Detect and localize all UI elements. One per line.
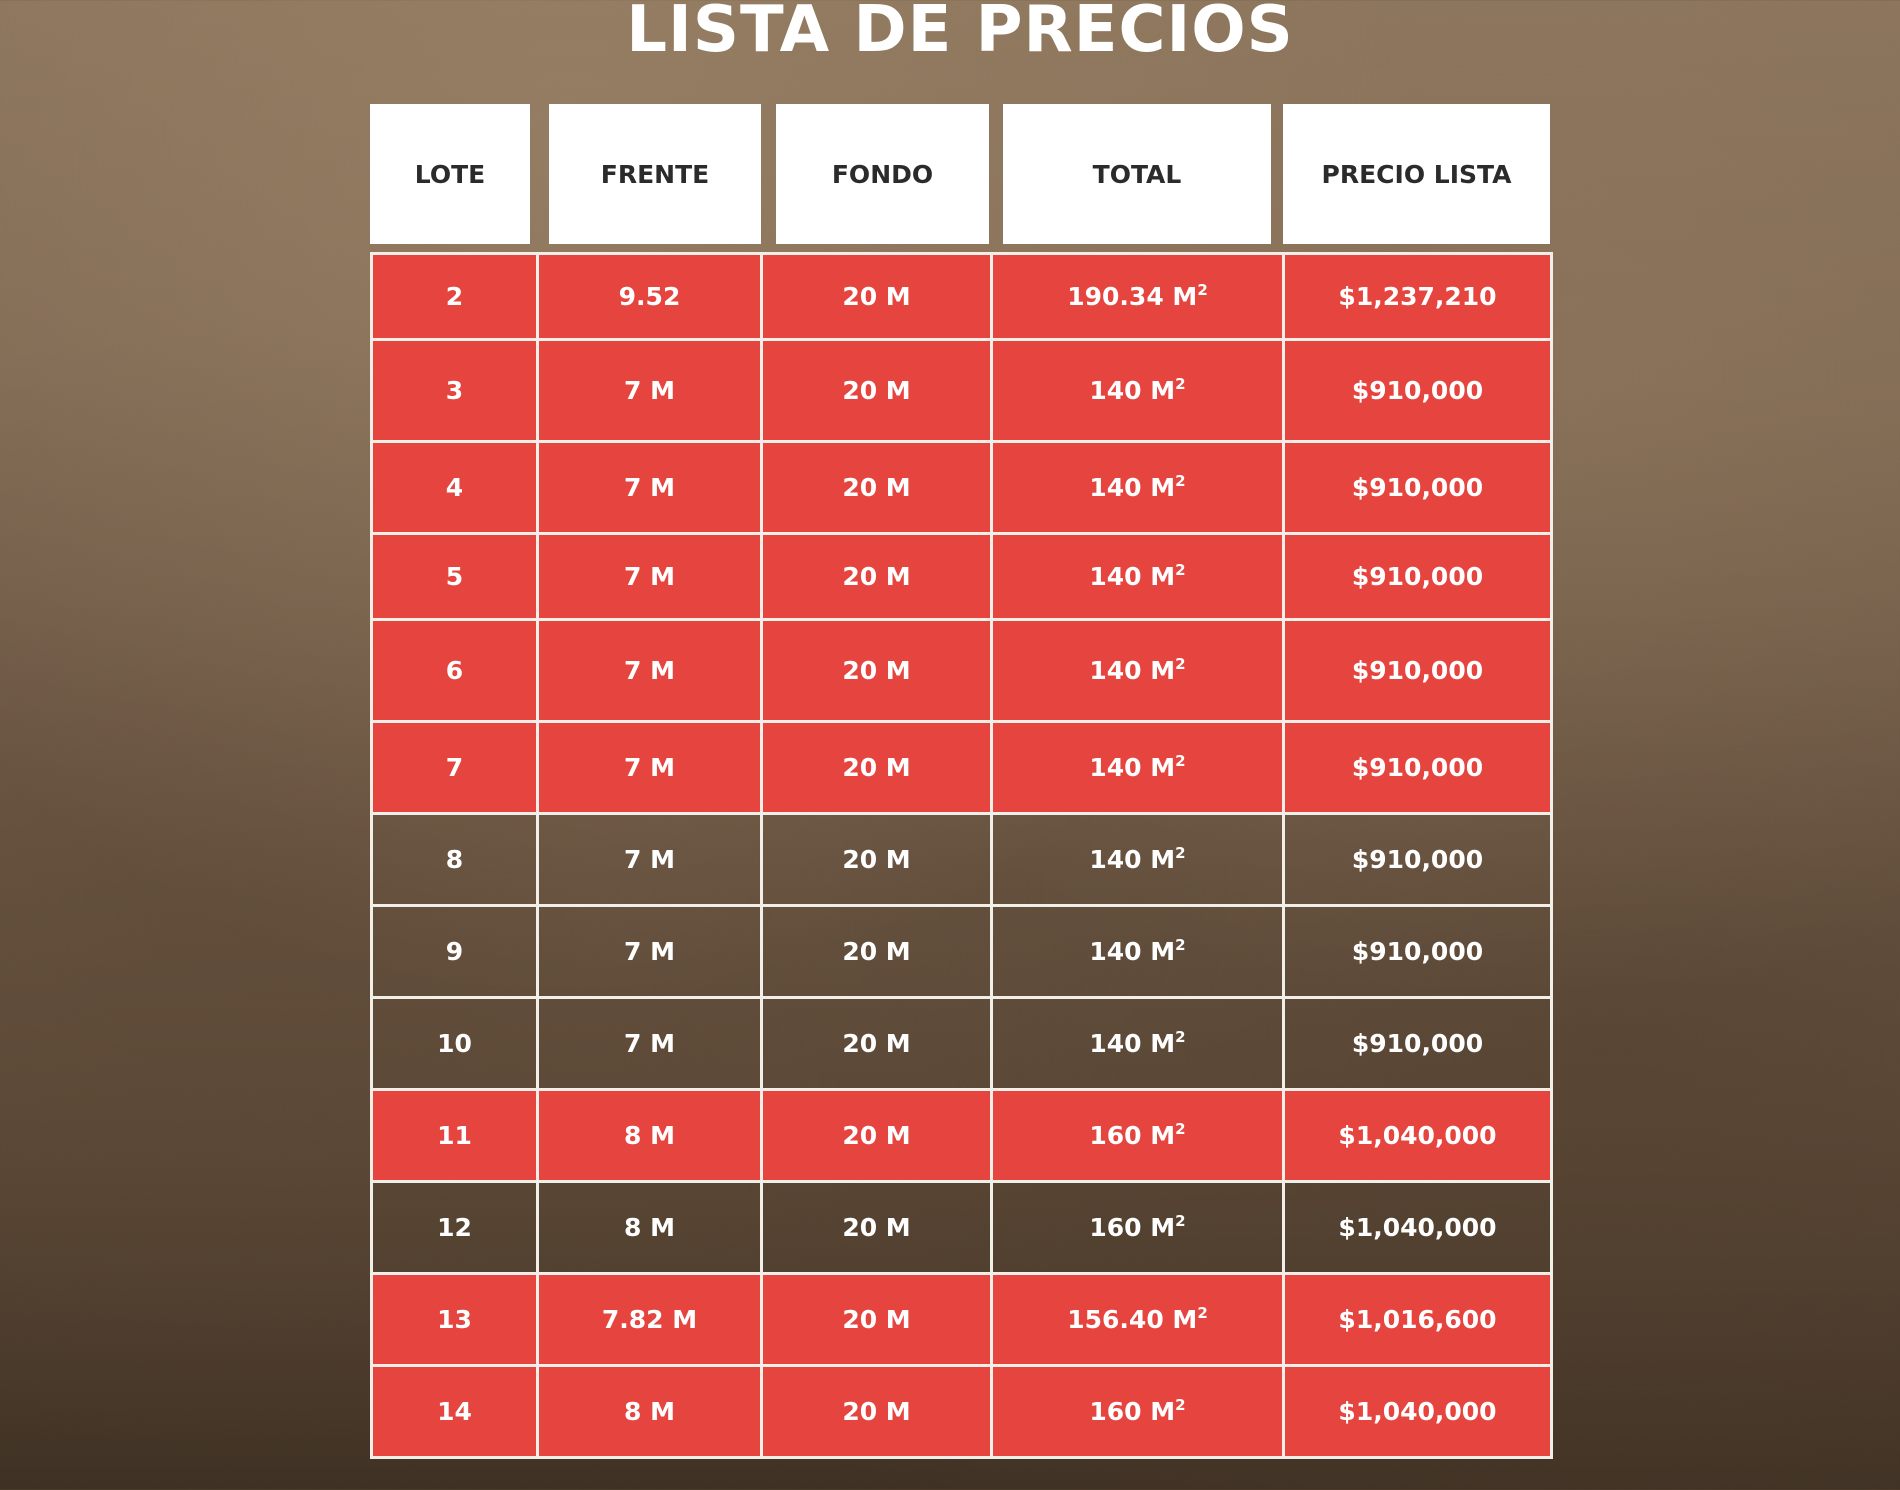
cell-frente: 8 M <box>538 1366 762 1458</box>
cell-lote: 2 <box>372 254 538 340</box>
table-row <box>372 1366 1552 1458</box>
cell-fondo: 20 M <box>762 1182 992 1274</box>
cell-precio: $1,040,000 <box>1284 1366 1552 1458</box>
cell-precio: $1,016,600 <box>1284 1274 1552 1366</box>
total-unit-exponent: 2 <box>1175 655 1186 673</box>
cell-total <box>992 722 1284 814</box>
page-title: LISTA DE PRECIOS <box>626 0 1294 67</box>
cell-frente: 7 M <box>538 814 762 906</box>
cell-frente: 8 M <box>538 1182 762 1274</box>
cell-lote: 10 <box>372 998 538 1090</box>
cell-lote: 14 <box>372 1366 538 1458</box>
table-row <box>372 906 1552 998</box>
column-header-frente: FRENTE <box>549 104 761 244</box>
table-row <box>372 814 1552 906</box>
table-row <box>372 1182 1552 1274</box>
cell-total <box>992 340 1284 442</box>
cell-precio: $1,237,210 <box>1284 254 1552 340</box>
cell-frente: 8 M <box>538 1090 762 1182</box>
total-value: 140 M <box>1089 845 1176 874</box>
cell-fondo: 20 M <box>762 998 992 1090</box>
cell-total <box>992 1274 1284 1366</box>
cell-total <box>992 620 1284 722</box>
cell-frente: 7 M <box>538 442 762 534</box>
cell-fondo: 20 M <box>762 722 992 814</box>
column-header-lote: LOTE <box>370 104 530 244</box>
cell-frente: 7 M <box>538 534 762 620</box>
cell-lote: 4 <box>372 442 538 534</box>
cell-total <box>992 998 1284 1090</box>
table-row <box>372 442 1552 534</box>
cell-fondo: 20 M <box>762 906 992 998</box>
total-value: 190.34 M <box>1067 282 1198 311</box>
price-table-body <box>372 254 1552 1458</box>
table-row <box>372 998 1552 1090</box>
total-value: 140 M <box>1089 473 1176 502</box>
total-value: 140 M <box>1089 376 1176 405</box>
cell-total <box>992 1090 1284 1182</box>
cell-total <box>992 1182 1284 1274</box>
column-header-precio-lista: PRECIO LISTA <box>1283 104 1550 244</box>
cell-frente: 7 M <box>538 340 762 442</box>
total-unit-exponent: 2 <box>1175 936 1186 954</box>
cell-frente: 9.52 <box>538 254 762 340</box>
cell-fondo: 20 M <box>762 1274 992 1366</box>
table-row <box>372 722 1552 814</box>
cell-precio: $910,000 <box>1284 340 1552 442</box>
cell-fondo: 20 M <box>762 620 992 722</box>
total-unit-exponent: 2 <box>1175 1396 1186 1414</box>
table-row <box>372 340 1552 442</box>
cell-frente: 7 M <box>538 998 762 1090</box>
cell-fondo: 20 M <box>762 1090 992 1182</box>
cell-precio: $910,000 <box>1284 814 1552 906</box>
cell-lote: 5 <box>372 534 538 620</box>
cell-lote: 3 <box>372 340 538 442</box>
cell-total <box>992 254 1284 340</box>
total-unit-exponent: 2 <box>1175 1120 1186 1138</box>
column-header-total: TOTAL <box>1003 104 1271 244</box>
cell-fondo: 20 M <box>762 340 992 442</box>
cell-fondo: 20 M <box>762 254 992 340</box>
cell-fondo: 20 M <box>762 534 992 620</box>
table-row <box>372 1274 1552 1366</box>
total-unit-exponent: 2 <box>1175 375 1186 393</box>
cell-precio: $910,000 <box>1284 534 1552 620</box>
table-row <box>372 620 1552 722</box>
total-value: 160 M <box>1089 1397 1176 1426</box>
cell-total <box>992 442 1284 534</box>
cell-frente: 7.82 M <box>538 1274 762 1366</box>
total-unit-exponent: 2 <box>1175 844 1186 862</box>
total-value: 140 M <box>1089 562 1176 591</box>
cell-fondo: 20 M <box>762 442 992 534</box>
total-unit-exponent: 2 <box>1175 1028 1186 1046</box>
total-unit-exponent: 2 <box>1175 472 1186 490</box>
cell-precio: $1,040,000 <box>1284 1182 1552 1274</box>
table-row <box>372 534 1552 620</box>
cell-precio: $910,000 <box>1284 906 1552 998</box>
cell-precio: $1,040,000 <box>1284 1090 1552 1182</box>
cell-total <box>992 534 1284 620</box>
cell-total <box>992 906 1284 998</box>
total-unit-exponent: 2 <box>1175 752 1186 770</box>
total-value: 140 M <box>1089 937 1176 966</box>
total-unit-exponent: 2 <box>1175 561 1186 579</box>
total-unit-exponent: 2 <box>1175 1212 1186 1230</box>
column-header-fondo: FONDO <box>776 104 989 244</box>
total-unit-exponent: 2 <box>1197 1304 1208 1322</box>
cell-lote: 6 <box>372 620 538 722</box>
cell-total <box>992 814 1284 906</box>
cell-lote: 7 <box>372 722 538 814</box>
total-value: 160 M <box>1089 1213 1176 1242</box>
cell-total <box>992 1366 1284 1458</box>
total-value: 140 M <box>1089 753 1176 782</box>
total-unit-exponent: 2 <box>1197 281 1208 299</box>
total-value: 140 M <box>1089 656 1176 685</box>
cell-precio: $910,000 <box>1284 620 1552 722</box>
total-value: 140 M <box>1089 1029 1176 1058</box>
table-row <box>372 1090 1552 1182</box>
cell-precio: $910,000 <box>1284 998 1552 1090</box>
cell-lote: 12 <box>372 1182 538 1274</box>
table-row <box>372 254 1552 340</box>
cell-frente: 7 M <box>538 620 762 722</box>
cell-precio: $910,000 <box>1284 722 1552 814</box>
cell-precio: $910,000 <box>1284 442 1552 534</box>
cell-lote: 11 <box>372 1090 538 1182</box>
cell-frente: 7 M <box>538 722 762 814</box>
price-table <box>370 252 1553 1459</box>
cell-lote: 8 <box>372 814 538 906</box>
total-value: 156.40 M <box>1067 1305 1198 1334</box>
cell-fondo: 20 M <box>762 814 992 906</box>
cell-lote: 13 <box>372 1274 538 1366</box>
cell-fondo: 20 M <box>762 1366 992 1458</box>
cell-lote: 9 <box>372 906 538 998</box>
total-value: 160 M <box>1089 1121 1176 1150</box>
cell-frente: 7 M <box>538 906 762 998</box>
